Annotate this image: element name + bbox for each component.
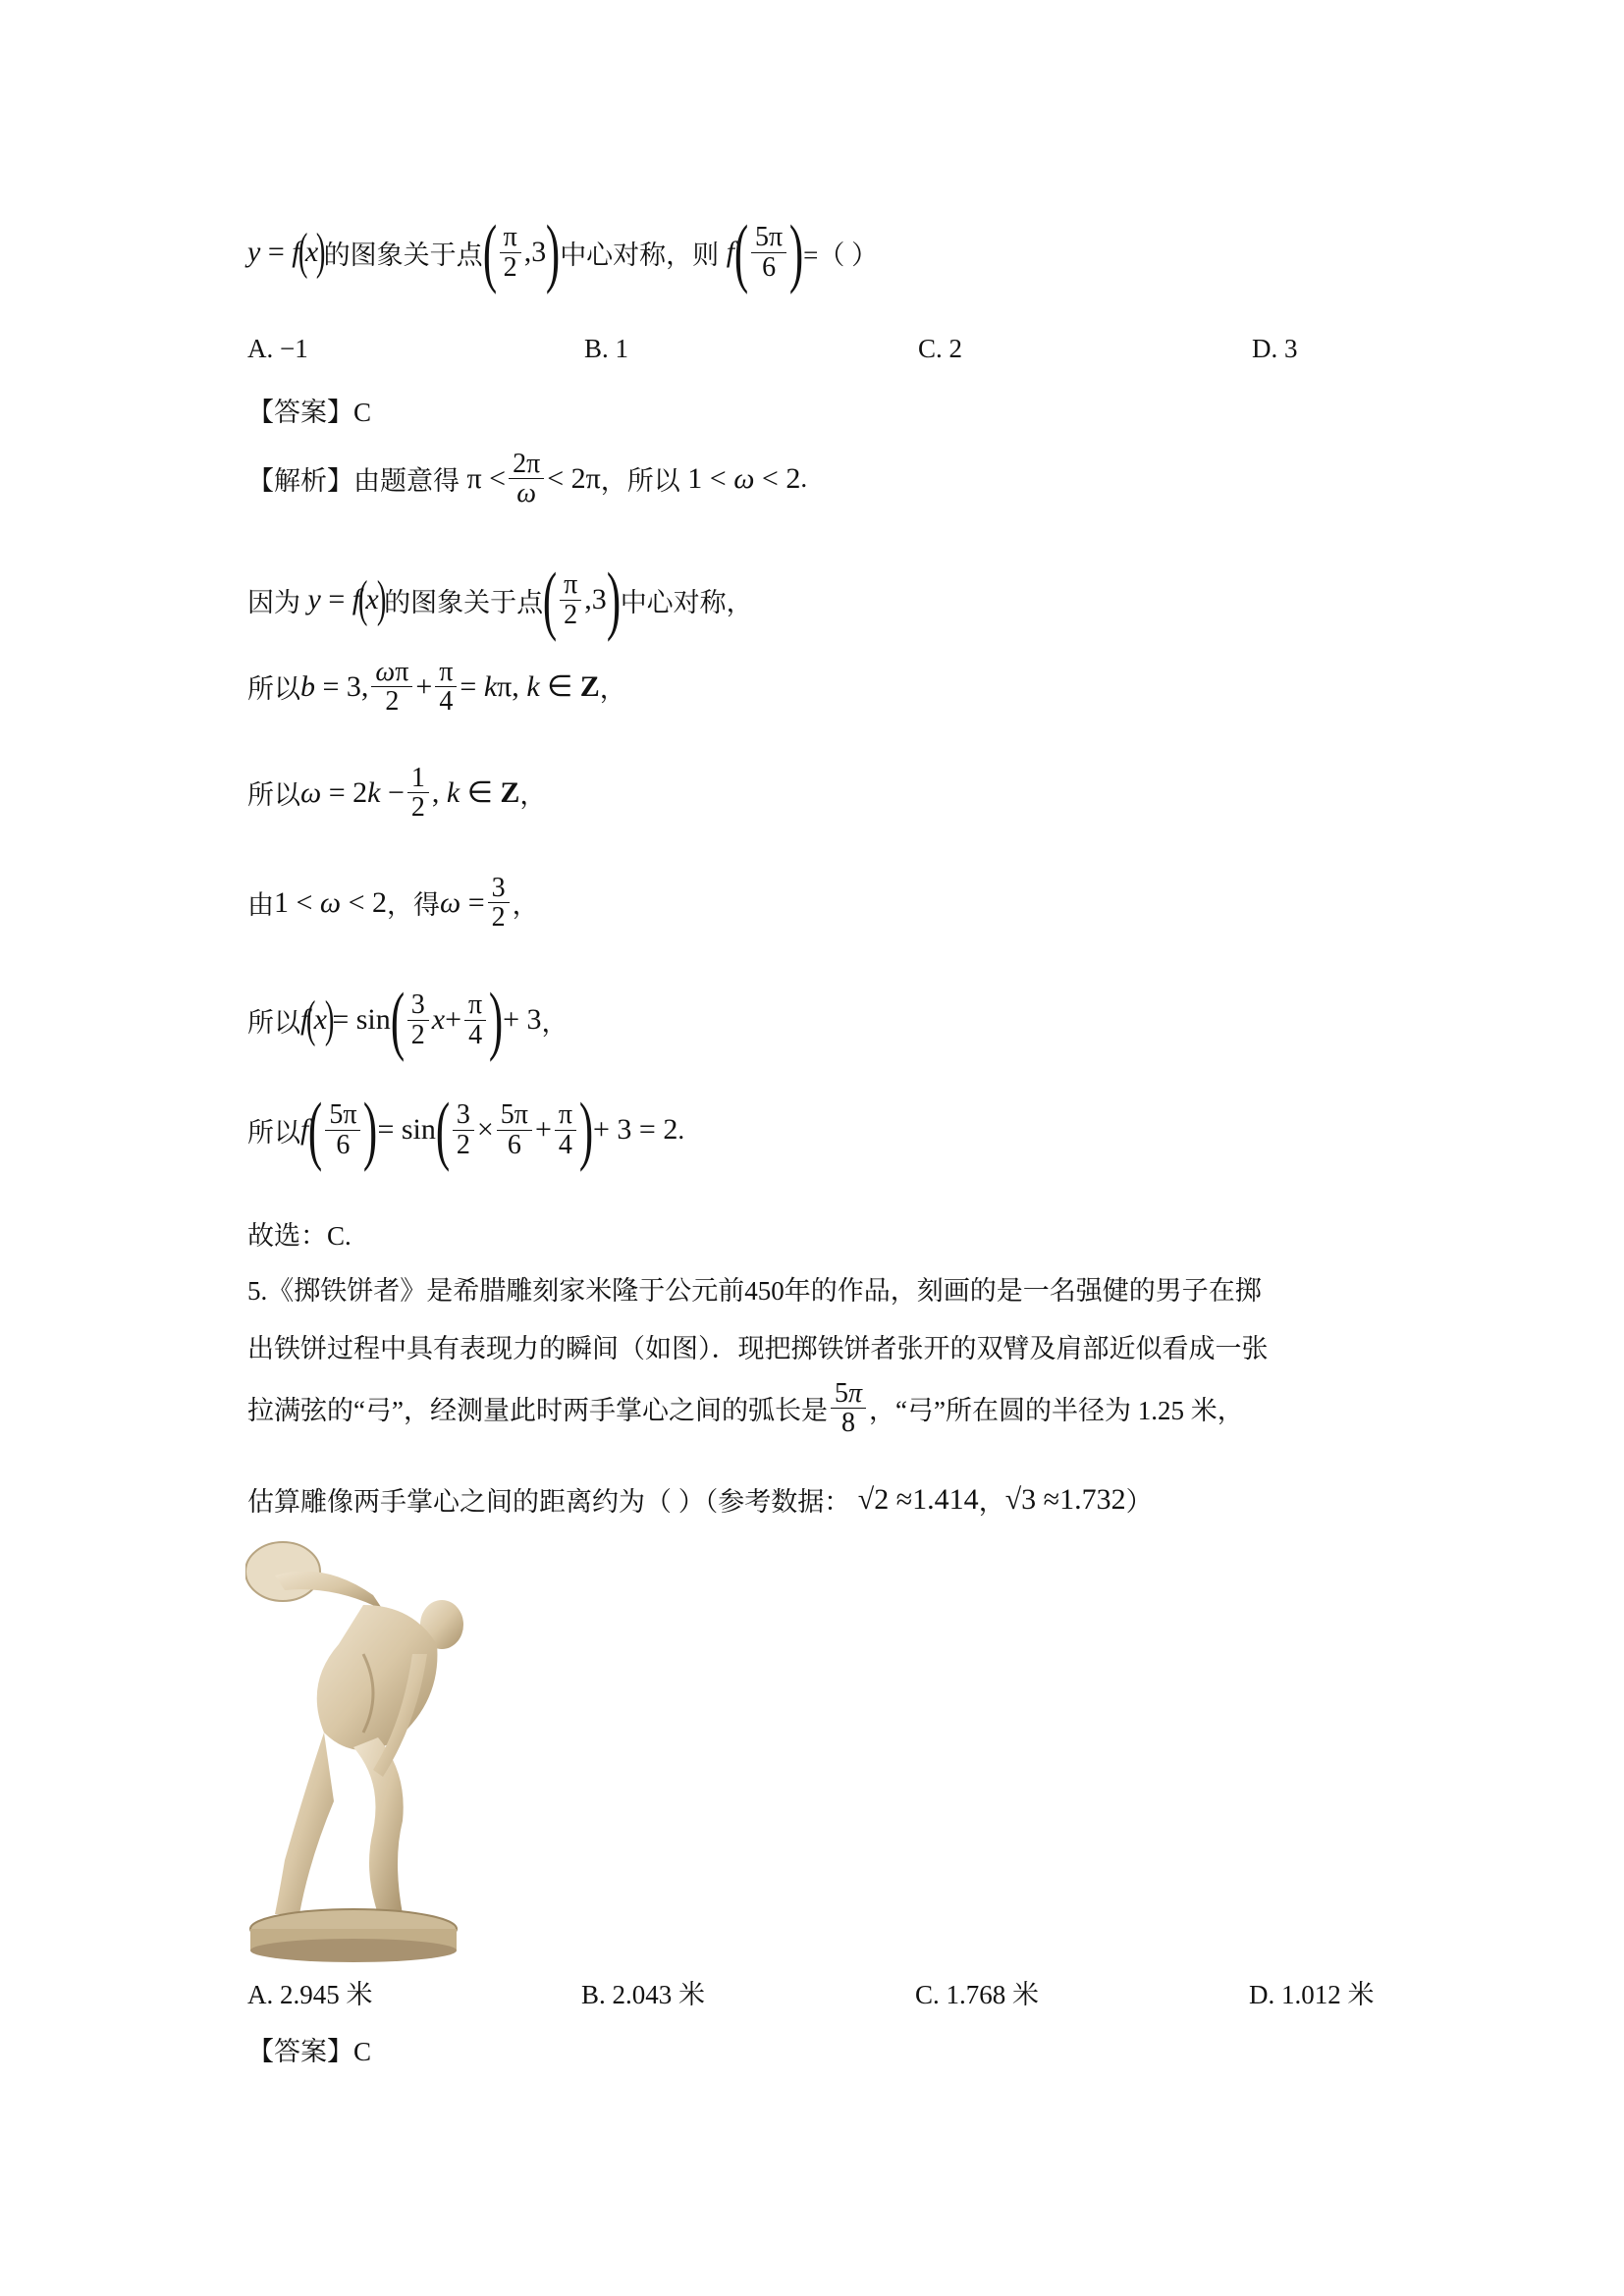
q4-so-2: 所以 bbox=[247, 780, 300, 811]
q5-line-4a: 估算雕像两手掌心之间的距离约为（ ）（参考数据： bbox=[247, 1487, 851, 1517]
q4-because-tail2: 中心对称， bbox=[620, 587, 753, 617]
discobolus-image bbox=[245, 1536, 471, 1963]
q4-so-line-4: 所以 f ( $\frac{5\pi}{6}$ ) = sin ( $\frac{3}{2}$ × $\frac{5\pi}{6}$ + $\frac{\pi}{4}$ ) + 3 = 2 . bbox=[247, 1087, 685, 1172]
q4-so-4: 所以 bbox=[247, 1117, 300, 1148]
q4-so-3: 所以 bbox=[247, 1007, 300, 1038]
q5-line-3a: 拉满弦的“弓”，经测量此时两手掌心之间的弧长是 bbox=[247, 1396, 828, 1426]
q4-analysis-label: 【解析】由题意得 bbox=[247, 466, 460, 497]
q4-stem-paren: =（ ） bbox=[803, 240, 879, 270]
q4-so-line-1: 所以 b = 3, $\frac{\omega\pi}{2}$ + $\frac{\pi}{4}$ = kπ, k ∈ Z ， bbox=[247, 657, 626, 718]
q4-answer: 【答案】C bbox=[247, 398, 372, 427]
q5-ref-1: ≈1.414 bbox=[895, 1482, 979, 1516]
q5-answer: 【答案】C bbox=[247, 2037, 372, 2066]
q5-option-c: C. 1.768 米 bbox=[915, 1980, 1040, 2009]
q4-because: 因为 bbox=[247, 587, 300, 617]
q5-line-1: 5.《掷铁饼者》是希腊雕刻家米隆于公元前450年的作品，刻画的是一名强健的男子在掷 bbox=[247, 1276, 1262, 1306]
q4-stem-text-2: 中心对称，则 bbox=[560, 240, 720, 270]
q4-analysis-after: ，所以 bbox=[600, 466, 680, 497]
q5-option-d: D. 1.012 米 bbox=[1249, 1980, 1375, 2009]
q5-line-3b: ，“弓”所在圆的半径为 1.25 米， bbox=[869, 1396, 1244, 1426]
q4-so-1: 所以 bbox=[247, 674, 300, 705]
q4-option-d: D. 3 bbox=[1252, 334, 1298, 363]
q5-line-4: 估算雕像两手掌心之间的距离约为（ ）（参考数据： √2 ≈1.414 ， √3 ≈1.732 ） bbox=[247, 1480, 1153, 1519]
q5-ref-2: ≈1.732 bbox=[1043, 1482, 1126, 1516]
q4-so-line-2: 所以 ω = 2k − $\frac{1}{2}$ , k ∈ Z ， bbox=[247, 763, 547, 824]
q5-line-4c: ， bbox=[978, 1487, 1005, 1517]
q5-line-2: 出铁饼过程中具有表现力的瞬间（如图）．现把掷铁饼者张开的双臂及肩部近似看成一张 bbox=[247, 1334, 1269, 1363]
q4-stem-text-1: 的图象关于点 bbox=[323, 240, 483, 270]
q4-get: ，得 bbox=[387, 890, 441, 921]
q4-conclusion: 故选：C. bbox=[247, 1221, 352, 1251]
q5-line-3: 拉满弦的“弓”，经测量此时两手掌心之间的弧长是 $\frac{5\pi}{8}$ ，“弓”所在圆的半径为 1.25 米， bbox=[247, 1378, 1244, 1439]
q4-option-c: C. 2 bbox=[918, 334, 963, 363]
q4-option-a: A. −1 bbox=[247, 334, 308, 363]
q4-because-tail: 的图象关于点 bbox=[384, 587, 544, 617]
q4-stem: y = f ( x ) 的图象关于点 ( $\frac{\pi}{2}$ ,3 ) 中心对称，则 f ( $\frac{5\pi}{6}$ ) =（ ） bbox=[247, 209, 879, 294]
q4-by-line: 由 1 < ω < 2 ，得 ω = $\frac{3}{2}$ ， bbox=[247, 873, 539, 934]
q4-so-line-3: 所以 f ( x ) = sin ( $\frac{3}{2}$ x + $\frac{\pi}{4}$ ) + 3 ， bbox=[247, 977, 568, 1062]
q4-analysis: 【解析】由题意得 π < $\frac{2\pi}{\omega}$ < 2π ，所以 1 < ω < 2 . bbox=[247, 449, 808, 509]
q5-line-4e: ） bbox=[1125, 1487, 1153, 1517]
q4-because-line: 因为 y = f ( x ) 的图象关于点 ( $\frac{\pi}{2}$ ,3 ) 中心对称， bbox=[247, 557, 753, 642]
q5-option-a: A. 2.945 米 bbox=[247, 1980, 373, 2009]
q5-option-b: B. 2.043 米 bbox=[581, 1980, 706, 2009]
q4-by: 由 bbox=[247, 890, 274, 921]
q4-option-b: B. 1 bbox=[584, 334, 629, 363]
